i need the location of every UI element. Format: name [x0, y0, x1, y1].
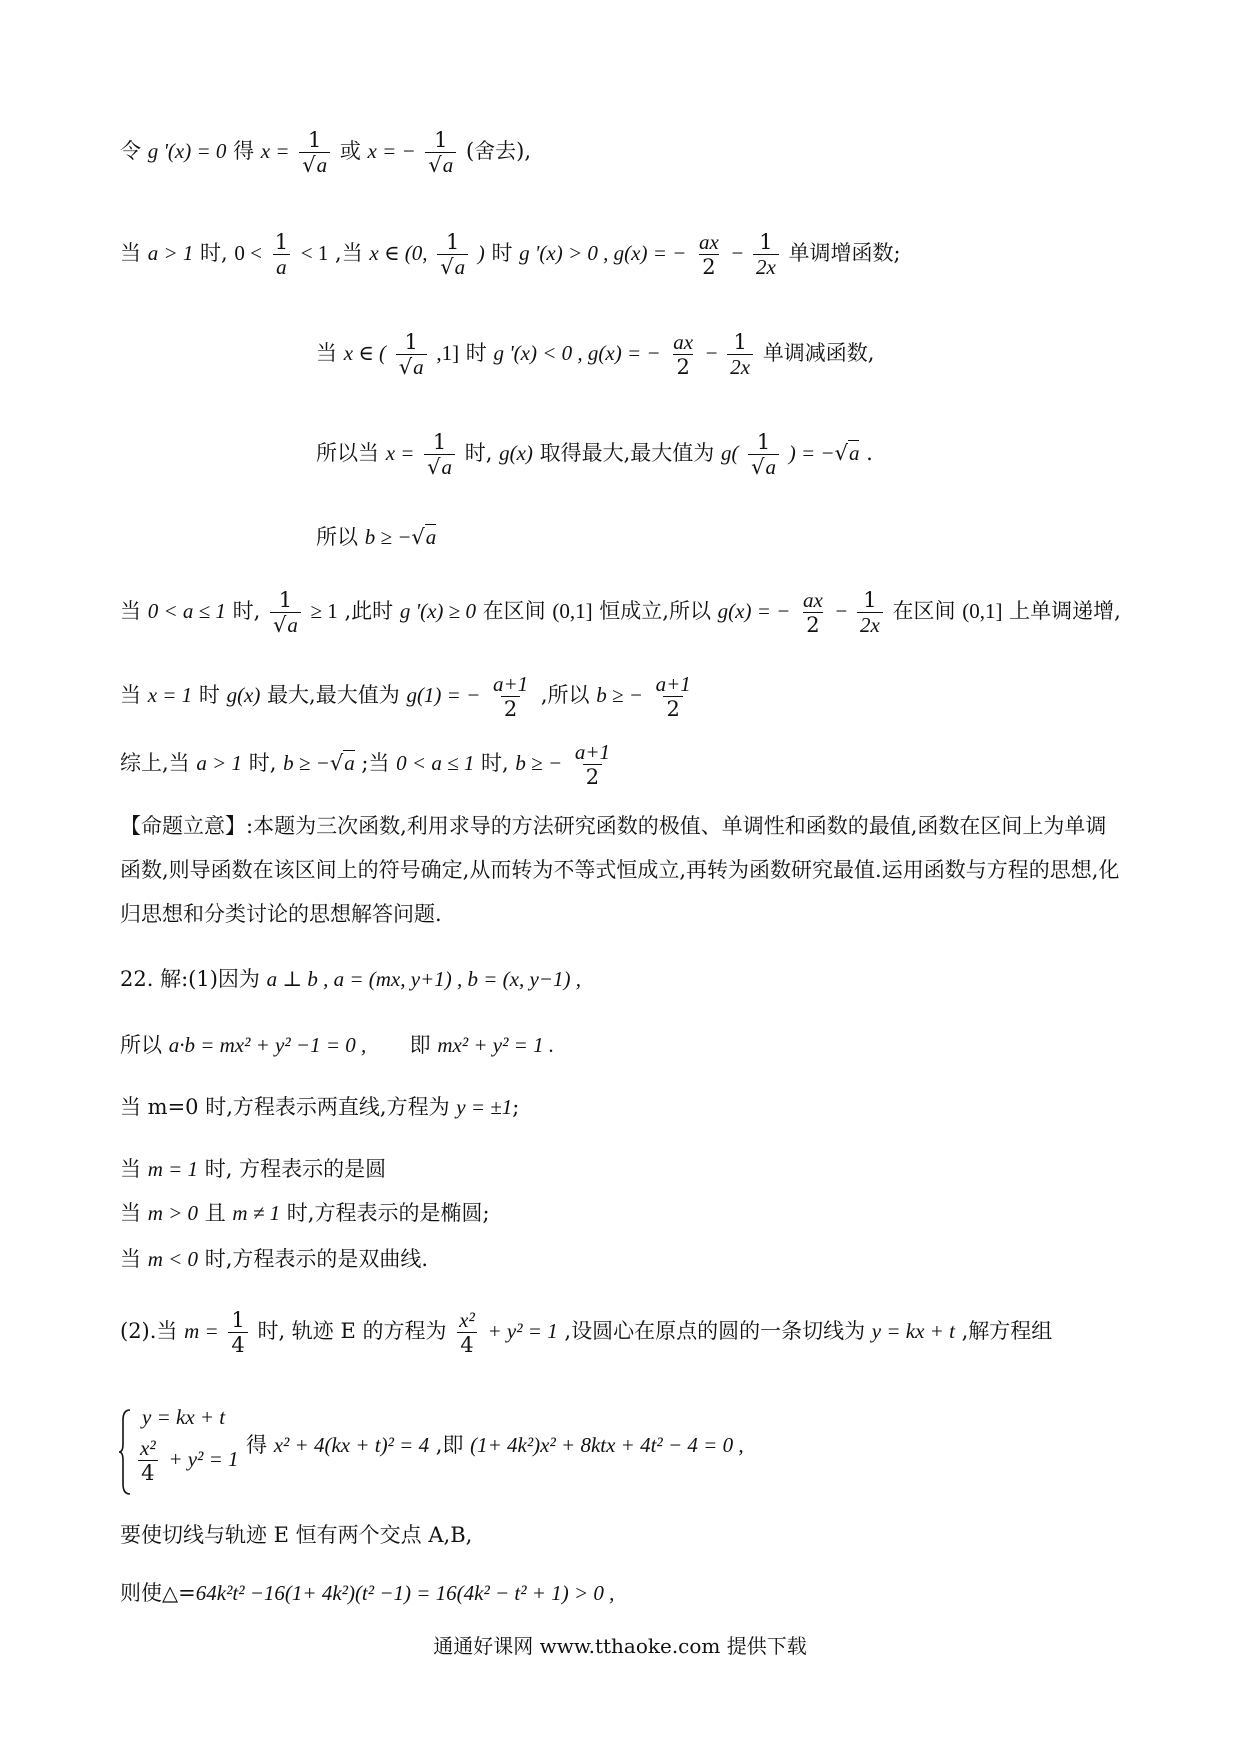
math: g(x) = −: [717, 599, 791, 624]
numerator: 1: [404, 330, 418, 354]
math: b ≥ −: [515, 751, 563, 776]
numerator: ax: [698, 230, 719, 254]
numerator: 1: [445, 230, 460, 254]
math: g(1) = −: [406, 683, 481, 708]
math: −: [705, 341, 718, 366]
radicand: a: [454, 255, 466, 280]
text: 则使△=: [120, 1581, 196, 1605]
text: 时: [465, 341, 487, 366]
text: 单调增函数;: [788, 241, 901, 266]
fraction: [456, 1308, 478, 1357]
sqrt: √a: [751, 455, 777, 480]
text: 或: [339, 139, 361, 164]
text: 取得最大,最大值为: [539, 441, 715, 466]
q22-line-7: [120, 1308, 1052, 1357]
math: (1+ 4k²)x² + 8ktx + 4t² − 4 = 0 ,: [470, 1433, 744, 1457]
text: 时,: [248, 751, 277, 776]
text: 当 m=0 时,方程表示两直线,方程为: [120, 1095, 450, 1119]
denominator: 2: [663, 696, 682, 721]
line-2: [120, 230, 901, 279]
text: (2).当: [120, 1319, 178, 1344]
math: x ∈ (0,: [369, 241, 428, 266]
fraction: [653, 672, 694, 721]
math: g '(x) ≥ 0: [399, 599, 476, 624]
text: 得: [233, 139, 255, 164]
denominator: 4: [457, 1332, 476, 1357]
fraction: [857, 588, 883, 637]
text: 当: [120, 1247, 141, 1271]
text: 在区间: [482, 599, 546, 624]
math: ): [477, 241, 485, 266]
text: 得: [246, 1433, 267, 1457]
radicand: a: [316, 153, 328, 178]
math: g(: [720, 441, 739, 466]
fraction: [753, 230, 779, 279]
text: 时,方程表示的是椭圆;: [286, 1201, 490, 1225]
sqrt: √a: [440, 255, 466, 280]
denominator: 2x: [727, 354, 753, 379]
denominator: 4: [228, 1332, 247, 1357]
math: m =: [184, 1319, 219, 1344]
q22-line-9: [120, 1522, 472, 1549]
math: 64k²t² −16(1+ 4k²)(t² −1) = 16(4k² − t² + 1) > 0 ,: [195, 1581, 615, 1605]
math: a ⊥ b , a = (mx, y+1) , b = (x, y−1) ,: [266, 967, 581, 991]
math: ,1]: [436, 341, 460, 366]
text: 单调减函数,: [762, 341, 875, 366]
text: 时,: [464, 441, 493, 466]
sqrt: √a: [411, 525, 437, 549]
line-5: [316, 524, 436, 551]
text: 当: [120, 683, 141, 708]
fraction: [727, 330, 753, 379]
text: 当: [120, 599, 141, 624]
math: g(x): [226, 683, 261, 708]
fraction: [670, 330, 696, 379]
numerator: x²: [140, 1436, 156, 1460]
math: y = ±1: [456, 1095, 513, 1119]
math: y = kx + t: [142, 1405, 226, 1429]
math: < 1: [300, 241, 329, 266]
text: 且: [204, 1201, 226, 1225]
text: 时,: [232, 599, 261, 624]
numerator: 1: [756, 430, 771, 454]
math: g(x): [499, 441, 533, 466]
sqrt: √a: [428, 153, 454, 178]
math: −: [731, 241, 744, 266]
q22-line-1: [120, 966, 581, 993]
sqrt: √a: [427, 455, 453, 480]
text: 时: [491, 241, 513, 266]
math: mx² + y² = 1 .: [437, 1033, 555, 1057]
q22-line-8: [246, 1432, 744, 1459]
fraction: [396, 330, 427, 379]
fraction: [424, 430, 455, 479]
math: x =: [260, 139, 290, 164]
math: ≥ 1: [310, 599, 338, 624]
math: y = kx + t: [871, 1319, 955, 1344]
fraction: [228, 1308, 247, 1357]
math: 0 < a ≤ 1: [396, 751, 475, 776]
text: ,当: [335, 241, 363, 266]
numerator: 1: [432, 430, 447, 454]
text: 所以: [316, 525, 358, 549]
denominator: a: [273, 254, 290, 279]
text: ,所以: [540, 683, 590, 708]
numerator: a+1: [492, 672, 529, 696]
fraction: [748, 430, 779, 479]
numerator: ax: [673, 330, 694, 354]
text: 当: [120, 1201, 141, 1225]
text: 在区间: [892, 599, 956, 624]
radicand: a: [287, 613, 298, 638]
math: ) = −: [788, 441, 835, 466]
text: ,设圆心在原点的圆的一条切线为: [564, 1319, 866, 1344]
text: ,此时: [344, 599, 394, 624]
math: b ≥ −: [283, 751, 330, 776]
denominator: 2: [673, 354, 692, 379]
fraction: [437, 230, 468, 279]
text: ,即: [435, 1433, 464, 1457]
text: (舍去),: [465, 139, 531, 164]
text: ;当: [361, 751, 390, 776]
sqrt: √a: [398, 355, 424, 380]
q22-line-4: [120, 1156, 386, 1183]
sqrt: √a: [302, 153, 328, 178]
text: 时,方程表示的是双曲线.: [204, 1247, 429, 1271]
text: 时, 方程表示的是圆: [204, 1157, 387, 1181]
sqrt: √a: [834, 441, 860, 466]
line-3: [316, 330, 875, 379]
text: 当: [120, 1157, 141, 1181]
math: x = −: [367, 139, 416, 164]
denominator: 2x: [857, 612, 883, 637]
line-6: [120, 588, 1121, 637]
q22-line-2: [120, 1032, 554, 1059]
text: ;: [512, 1095, 520, 1119]
math: b ≥ −: [596, 683, 643, 708]
denominator: 2: [501, 696, 520, 721]
text: .: [866, 441, 873, 466]
math: m ≠ 1: [232, 1201, 281, 1225]
denominator: 2: [699, 254, 718, 279]
math: x = 1: [147, 683, 193, 708]
math: (0,1]: [962, 599, 1003, 624]
numerator: 1: [863, 588, 877, 612]
numerator: x²: [459, 1308, 475, 1332]
radicand: a: [442, 153, 454, 178]
line-4: [316, 430, 873, 479]
q22-line-6: [120, 1246, 428, 1273]
text: 要使切线与轨迹 E 恒有两个交点 A,B,: [120, 1523, 473, 1547]
text: 当: [316, 341, 337, 366]
radicand: a: [765, 455, 777, 480]
numerator: ax: [802, 588, 823, 612]
fraction: [800, 588, 826, 637]
text: 综上,当: [120, 751, 190, 776]
numerator: 1: [274, 230, 289, 254]
numerator: 1: [231, 1308, 245, 1332]
math: + y² = 1: [487, 1319, 558, 1344]
text: 所以当: [316, 441, 379, 466]
math: a > 1: [196, 751, 243, 776]
numerator: 1: [434, 128, 448, 152]
fraction: [270, 588, 301, 637]
text: 所以: [120, 1033, 162, 1057]
text: 时,: [200, 241, 228, 266]
text: 即: [409, 1033, 431, 1057]
text: 时,: [481, 751, 509, 776]
sqrt: √a: [329, 751, 355, 776]
q22-line-5: [120, 1200, 490, 1227]
text: 恒成立,所以: [599, 599, 711, 624]
line-7: [120, 672, 697, 721]
denominator: 2: [803, 612, 822, 637]
denominator: 2x: [753, 254, 779, 279]
numerator: 1: [307, 128, 322, 152]
fraction: [137, 1436, 159, 1485]
numerator: a+1: [655, 672, 691, 696]
math: m = 1: [147, 1157, 199, 1181]
math: (0,1]: [552, 599, 593, 624]
numerator: 1: [759, 230, 773, 254]
math: 0 <: [234, 241, 263, 266]
text: 上单调递增,: [1009, 599, 1121, 624]
sqrt: √a: [272, 613, 298, 638]
math: −: [835, 599, 848, 624]
text: 22. 解:(1)因为: [120, 967, 260, 991]
math: g '(x) > 0 , g(x) = −: [519, 241, 687, 266]
numerator: 1: [733, 330, 747, 354]
q22-line-3: [120, 1094, 519, 1121]
radicand: a: [441, 455, 453, 480]
line-8: [120, 740, 616, 789]
denominator: 2: [583, 764, 602, 789]
page-footer: 通通好课网 www.tthaoke.com 提供下载: [433, 1634, 807, 1658]
fraction: [272, 230, 291, 279]
q22-line-10: [120, 1580, 614, 1607]
math: a·b = mx² + y² −1 = 0 ,: [168, 1033, 367, 1057]
line-1: [120, 128, 531, 177]
math: g '(x) = 0: [147, 139, 227, 164]
radicand: a: [344, 751, 355, 776]
intent-paragraph: 【命题立意】:本题为三次函数,利用求导的方法研究函数的极值、单调性和函数的最值,函数在区间上为单调函数,则导函数在该区间上的符号确定,从而转为不等式恒成立,再转为函数研究最值.运用函数与方程的思想,化归思想和分类讨论的思想解答问题.: [120, 814, 1120, 926]
left-brace-icon: [118, 1408, 132, 1496]
radicand: a: [413, 355, 424, 380]
radicand: a: [848, 441, 860, 466]
fraction: [299, 128, 330, 177]
math: 0 < a ≤ 1: [147, 599, 226, 624]
math: x² + 4(kx + t)² = 4: [273, 1433, 430, 1457]
math: a > 1: [147, 241, 194, 266]
math: g '(x) < 0 , g(x) = −: [493, 341, 661, 366]
text: 最大,最大值为: [267, 683, 400, 708]
fraction: [696, 230, 722, 279]
text: 当: [120, 241, 141, 266]
text: 时, 轨迹 E 的方程为: [257, 1319, 447, 1344]
math: b ≥ −: [364, 525, 412, 549]
math: x =: [385, 441, 415, 466]
denominator: 4: [138, 1460, 157, 1485]
text: ,解方程组: [961, 1319, 1053, 1344]
text: 时: [198, 683, 220, 708]
system-eq-1: [142, 1404, 225, 1431]
math: + y² = 1: [168, 1447, 239, 1472]
math: m < 0: [147, 1247, 199, 1271]
system-eq-2: [134, 1436, 239, 1485]
numerator: 1: [278, 588, 293, 612]
numerator: a+1: [574, 740, 610, 764]
fraction: [490, 672, 531, 721]
radicand: a: [425, 525, 437, 549]
math: x ∈ (: [343, 341, 387, 366]
text: 令: [120, 139, 141, 164]
fraction: [572, 740, 613, 789]
math: m > 0: [147, 1201, 199, 1225]
fraction: [425, 128, 456, 177]
